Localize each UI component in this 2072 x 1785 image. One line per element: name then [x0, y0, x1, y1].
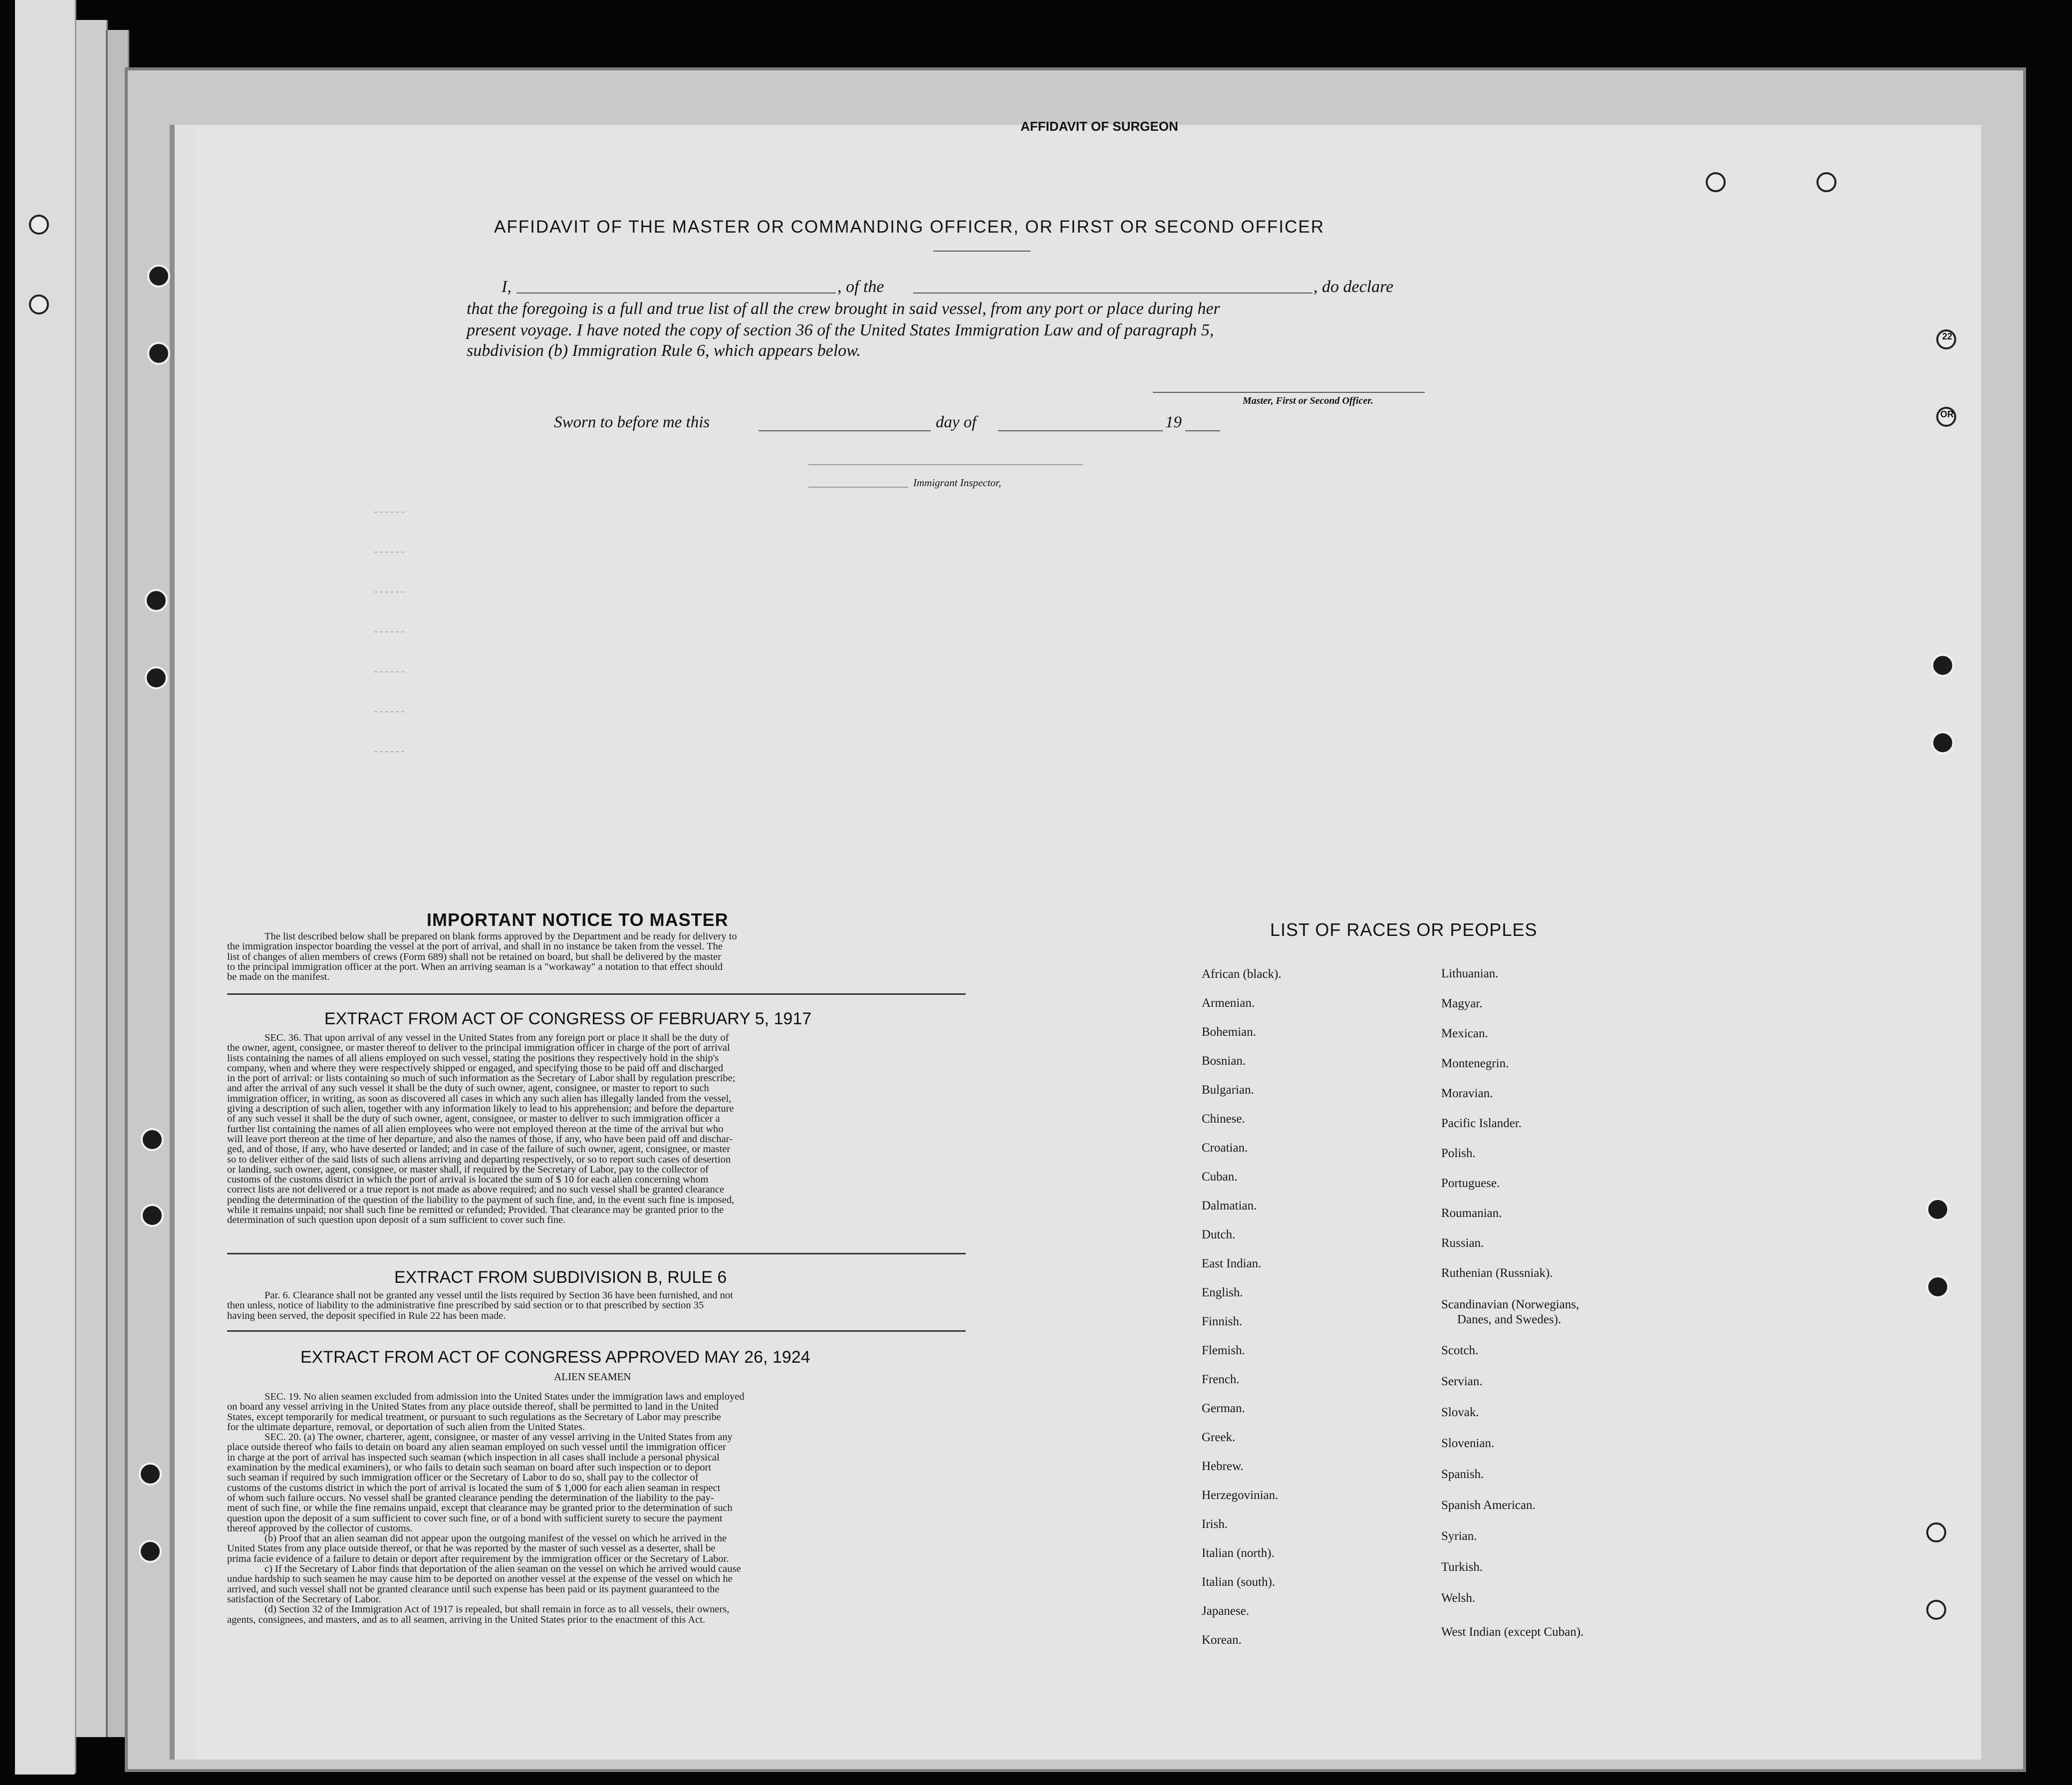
race-item: Croatian. [1202, 1141, 1248, 1155]
binder-hole-icon [29, 295, 49, 314]
extract-line: company, when and where they were respectively shipped or engaged, and specifying those to be paid off and discharged [227, 1062, 724, 1074]
page-title: AFFIDAVIT OF THE MASTER OR COMMANDING OFFICER, OR FIRST OR SECOND OFFICER [494, 217, 1325, 237]
race-item: Japanese. [1202, 1604, 1250, 1618]
race-item: Bosnian. [1202, 1054, 1246, 1068]
extract-line: and after the arrival of any such vessel it shall be the duty of such owner, agent, consignee, or master to report to such [227, 1083, 709, 1094]
bleed-mark [374, 671, 404, 672]
extract-1924-subtitle: ALIEN SEAMEN [554, 1371, 631, 1383]
race-item: Scandinavian (Norwegians, [1441, 1298, 1579, 1311]
extract-line: customs of the customs district in which the port of arrival is located the sum of $ 1,000 for each alien seaman in respect [227, 1482, 721, 1493]
extract-line: correct lists are not delivered or a true report is not made as above required; and no such vessel shall be granted clearance [227, 1184, 725, 1195]
extract-line: thereof approved by the collector of customs. [227, 1522, 413, 1534]
extract-line: of any such vessel it shall be the duty of such owner, agent, consignee, or master to deliver to such immigration officer a [227, 1113, 720, 1125]
extract-line: (d) Section 32 of the Immigration Act of 1917 is repealed, but shall remain in force as to all vessels, their owners, [264, 1604, 730, 1615]
sworn-year-line [1185, 430, 1220, 431]
extract-line: immigration officer, in writing, as soon as discovered all cases in which any such alien has illegally landed from the vessel, [227, 1093, 732, 1104]
notice-line: be made on the manifest. [227, 971, 330, 983]
punch-hole-icon [1706, 172, 1726, 192]
extract-line: of whom such failure occurs. No vessel shall be granted clearance pending the determination of the liability to the pay- [227, 1492, 714, 1503]
notice-line: the immigration inspector boarding the vessel at the port of arrival, and shall in no instance be taken from the vessel. The [227, 941, 723, 952]
notice-line: to the principal immigration officer at the port. When an arriving seaman is a "workaway" a notation to that effect should [227, 961, 723, 972]
section-divider [227, 993, 966, 995]
extract-line: (b) Proof that an alien seaman did not appear upon the outgoing manifest of the vessel on which he arrived in the [264, 1533, 727, 1544]
signature-line [1153, 392, 1425, 393]
vessel-field-line [913, 293, 1312, 294]
race-item: Greek. [1202, 1431, 1236, 1444]
race-item: Bohemian. [1202, 1025, 1257, 1039]
race-item: West Indian (except Cuban). [1441, 1625, 1584, 1639]
extract-line: the owner, agent, consignee, or master thereof to deliver to the principal immigration officer in charge of the port of arrival [227, 1042, 730, 1054]
extract-line: such seaman if required by such immigration officer or the Secretary of Labor to do so, shall pay to the collector of [227, 1472, 699, 1484]
binder-strip-middle [75, 20, 108, 1737]
extract-line: United States from any place outside thereof, or that he was reported by the master of such vessel as a deserter, shall be [227, 1543, 716, 1554]
binder-hole-icon [29, 215, 49, 235]
race-item: Flemish. [1202, 1344, 1245, 1357]
race-item: Spanish. [1441, 1468, 1484, 1481]
race-item: Spanish American. [1441, 1498, 1536, 1512]
punch-hole-icon [1931, 654, 1954, 677]
affidavit-line: subdivision (b) Immigration Rule 6, which appears below. [467, 341, 861, 360]
sworn-prefix: Sworn to before me this [554, 413, 710, 431]
extract-line: giving a description of such alien, together with any information likely to lead to his apprehension; and before the departure [227, 1103, 734, 1115]
race-item: Armenian. [1202, 996, 1255, 1010]
extract-rule6-title: EXTRACT FROM SUBDIVISION B, RULE 6 [394, 1268, 727, 1287]
race-item: French. [1202, 1373, 1240, 1386]
extract-line: SEC. 20. (a) The owner, charterer, agent, consignee, or master of any vessel arriving in the United States from any [264, 1432, 733, 1443]
affidavit-line: that the foregoing is a full and true list of all the crew brought in said vessel, from any port or place during her [467, 299, 1220, 318]
race-item: Welsh. [1441, 1591, 1476, 1605]
race-item: Finnish. [1202, 1315, 1243, 1328]
extract-line: will leave port thereon at the time of her departure, and also the names of those, if any, who have been paid off and dischar- [227, 1133, 733, 1145]
race-item: Syrian. [1441, 1529, 1477, 1543]
affidavit-declare: , do declare [1313, 278, 1394, 296]
notice-text [227, 931, 966, 982]
race-item: Chinese. [1202, 1112, 1245, 1126]
extract-line: examination by the medical examiners), or who fails to detain such seaman on board after such inspection or to deport [227, 1462, 712, 1474]
margin-mark: OR [1940, 409, 1954, 419]
race-item: Ruthenian (Russniak). [1441, 1266, 1553, 1280]
race-item: Portuguese. [1441, 1177, 1500, 1190]
title-underline [933, 251, 1031, 252]
extract-rule6-text [227, 1290, 966, 1321]
race-item: Danes, and Swedes). [1457, 1313, 1561, 1326]
extract-1924-text [227, 1392, 966, 1625]
sworn-year: 19 [1165, 413, 1182, 431]
race-item: Scotch. [1441, 1344, 1479, 1357]
race-item: Korean. [1202, 1633, 1242, 1647]
extract-line: for the ultimate departure, removal, or deportation of such alien from the United States. [227, 1421, 585, 1433]
notice-line: The list described below shall be prepared on blank forms approved by the Department and be ready for delivery to [264, 931, 737, 942]
notice-line: list of changes of alien members of crews (Form 689) shall not be retained on board, but shall be delivered by the master [227, 951, 721, 962]
extract-line: SEC. 19. No alien seamen excluded from admission into the United States under the immigration laws and employed [264, 1391, 745, 1402]
punch-hole-icon [1926, 1198, 1949, 1221]
race-item: Dalmatian. [1202, 1199, 1257, 1212]
race-item: Mexican. [1441, 1027, 1488, 1040]
race-item: Magyar. [1441, 997, 1483, 1010]
race-item: Slovenian. [1441, 1437, 1495, 1450]
extract-line: further list containing the names of all alien employees who were not employed thereon at the time of the arrival but who [227, 1123, 724, 1135]
inspector-line-short [808, 487, 908, 488]
race-item: Italian (south). [1202, 1575, 1276, 1589]
race-item: Irish. [1202, 1517, 1228, 1531]
affidavit-of-the: , of the [837, 278, 884, 296]
extract-line: question upon the deposit of a sum sufficient to cover such fine, or of a bond with sufficient surety to secure the payment [227, 1512, 723, 1524]
race-item: African (black). [1202, 967, 1282, 981]
notice-title: IMPORTANT NOTICE TO MASTER [427, 909, 729, 930]
race-item: Montenegrin. [1441, 1057, 1509, 1070]
punch-hole-icon [1931, 731, 1954, 754]
extract-line: in charge at the port of arrival has inspected such seaman (which inspection in all cases shall include a personal physical [227, 1452, 720, 1463]
extract-1924-title: EXTRACT FROM ACT OF CONGRESS APPROVED MAY 26, 1924 [300, 1348, 810, 1367]
race-item: Turkish. [1441, 1560, 1483, 1574]
punch-hole-icon [1926, 1600, 1946, 1620]
extract-line: pending the determination of the question of the liability to the payment of such fine, and, in the event such fine is imposed, [227, 1194, 735, 1205]
punch-hole-icon [1816, 172, 1836, 192]
punch-hole-icon [1926, 1275, 1949, 1298]
extract-line: place outside thereof who fails to detain on board any alien seaman employed on such vessel until the immigration officer [227, 1442, 726, 1453]
section-divider [227, 1253, 966, 1254]
race-item: Polish. [1441, 1147, 1476, 1160]
extract-1917-title: EXTRACT FROM ACT OF CONGRESS OF FEBRUARY 5, 1917 [324, 1009, 812, 1028]
race-item: East Indian. [1202, 1257, 1262, 1270]
affidavit-i: I, [502, 278, 512, 296]
punch-hole-icon [141, 1204, 164, 1227]
extract-line: prima facie evidence of a failure to detain or deport after requirement by the immigration officer or the Secretary of Labor. [227, 1553, 729, 1564]
extract-line: having been served, the deposit specified in Rule 22 has been made. [227, 1310, 506, 1321]
punch-hole-icon [141, 1128, 164, 1151]
extract-line: lists containing the names of all aliens employed on such vessel, stating the positions they respectively hold in the ship's [227, 1052, 719, 1064]
bleed-mark [374, 711, 404, 712]
race-item: Herzegovinian. [1202, 1488, 1279, 1502]
extract-line: so to deliver either of the said lists of such aliens arriving and departing respectively, or so to report such cases of desertion [227, 1154, 731, 1165]
extract-line: customs of the customs district in which the port of arrival is located the sum of $ 10 for each alien concerning whom [227, 1174, 709, 1186]
race-item: Dutch. [1202, 1228, 1236, 1241]
extract-line: on board any vessel arriving in the United States from any place outside thereof, shall be permitted to land in the United [227, 1401, 719, 1413]
extract-1917-text [227, 1033, 966, 1225]
race-item: Hebrew. [1202, 1460, 1244, 1473]
signature-caption: Master, First or Second Officer. [1243, 395, 1373, 406]
extract-line: determination of such question upon deposit of a sum sufficient to cover such fine. [227, 1214, 566, 1226]
extract-line: undue hardship to such seamen he may cause him to be deported on another vessel at the expense of the vessel on which he [227, 1573, 733, 1585]
extract-line: ment of such fine, or while the fine remains unpaid, except that clearance may be granted prior to the determination of such [227, 1502, 733, 1514]
bleed-mark [374, 552, 404, 553]
sworn-day-of: day of [936, 413, 977, 431]
punch-hole-icon [147, 342, 170, 365]
extract-line: in the port of arrival: or lists containing so much of such information as the Secretary of Labor shall by regulation prescribe; [227, 1073, 736, 1084]
race-item: Russian. [1441, 1236, 1484, 1250]
punch-hole-icon [139, 1463, 162, 1486]
race-item: Slovak. [1441, 1406, 1479, 1419]
binder-strip-outer [15, 0, 76, 1775]
bleed-mark [374, 631, 404, 632]
race-item: Servian. [1441, 1375, 1483, 1388]
extract-line: while it remains unpaid; nor shall such fine be remitted or refunded; Provided. That clearance may be granted prior to the [227, 1204, 724, 1216]
extract-line: satisfaction of the Secretary of Labor. [227, 1593, 381, 1605]
margin-mark: 22 [1942, 331, 1953, 341]
race-item: English. [1202, 1286, 1243, 1299]
extract-line: ged, and of those, if any, who have deserted or landed; and in case of the failure of such owner, agent, consignee, or master [227, 1144, 731, 1155]
punch-hole-icon [145, 666, 168, 689]
race-item: Cuban. [1202, 1170, 1238, 1184]
name-field-line [517, 293, 836, 294]
bleed-mark [374, 592, 404, 593]
extract-line: agents, consignees, and masters, and as to all seamen, arriving in the United States prior to the enactment of this Act. [227, 1614, 706, 1625]
race-item: Lithuanian. [1441, 967, 1499, 980]
extract-line: or landing, such owner, agent, consignee, or master shall, if required by the Secretary of Labor, pay to the collector of [227, 1164, 709, 1175]
inspector-line [808, 464, 1083, 465]
affidavit-line: present voyage. I have noted the copy of section 36 of the United States Immigration Law and of paragraph 5, [467, 321, 1214, 339]
inspector-caption: Immigrant Inspector, [913, 477, 1002, 489]
sworn-month-line [998, 430, 1163, 431]
race-item: Italian (north). [1202, 1546, 1275, 1560]
extract-line: Par. 6. Clearance shall not be granted any vessel until the lists required by Section 36 have been furnished, and not [264, 1290, 733, 1301]
section-divider [227, 1330, 966, 1332]
extract-line: arrived, and such vessel shall not be granted clearance until such expense has been paid or its payment guaranteed to the [227, 1583, 720, 1595]
race-item: Bulgarian. [1202, 1083, 1254, 1097]
punch-hole-icon [145, 589, 168, 612]
extract-line: c) If the Secretary of Labor finds that deportation of the alien seaman on the vessel on which he arrived would cause [264, 1563, 741, 1575]
races-title: LIST OF RACES OR PEOPLES [1270, 919, 1538, 940]
top-label: AFFIDAVIT OF SURGEON [1021, 119, 1178, 134]
extract-line: States, except temporarily for medical treatment, or pursuant to such regulations as the Secretary of Labor may prescribe [227, 1411, 721, 1423]
extract-line: then unless, notice of liability to the administrative fine prescribed by said section or to that prescribed by section 35 [227, 1300, 704, 1311]
race-item: Roumanian. [1441, 1206, 1502, 1220]
bleed-mark [374, 512, 404, 513]
punch-hole-icon [1926, 1522, 1946, 1542]
race-item: Moravian. [1441, 1087, 1493, 1100]
punch-hole-icon [139, 1540, 162, 1563]
punch-hole-icon [147, 265, 170, 288]
bleed-mark [374, 751, 404, 752]
race-item: Pacific Islander. [1441, 1117, 1522, 1130]
sworn-day-line [759, 430, 931, 431]
race-item: German. [1202, 1402, 1245, 1415]
extract-line: SEC. 36. That upon arrival of any vessel in the United States from any foreign port or place it shall be the duty of [264, 1032, 729, 1043]
